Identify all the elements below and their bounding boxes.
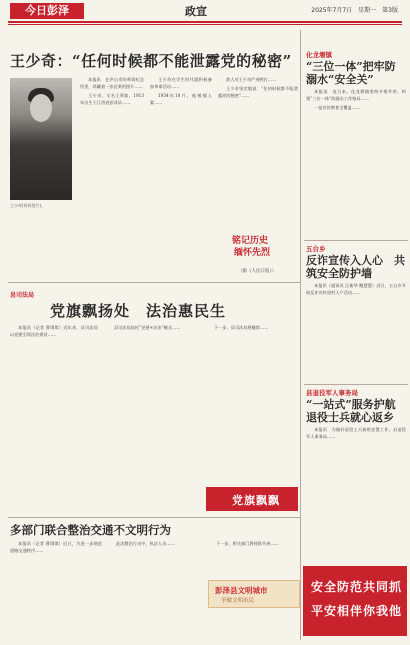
lead-paragraph: 本报讯 在庐山市的革命纪念馆里，珍藏着一张泛黄的照片…… <box>80 77 144 89</box>
safety-ad-line-2: 平安相伴你我他 <box>311 604 403 618</box>
story3-column-3 <box>208 540 298 576</box>
story2-kicker: 县司法局 <box>10 292 35 299</box>
dateline: 2025年7月7日 星期一 第3版 <box>311 7 398 14</box>
right-story-2-text <box>306 282 406 376</box>
photo-caption: 王少奇(资料图片)。 <box>10 203 46 208</box>
right-story-1-text <box>306 88 406 236</box>
right-headline-3: “一站式”服务护航退役士兵就心返乡 <box>306 398 396 424</box>
story2-column-1 <box>10 324 98 514</box>
story2-paragraph: 下一步，县司法局将继续…… <box>214 325 269 330</box>
lead-column-1 <box>80 76 144 276</box>
masthead-rule <box>8 21 402 23</box>
party-flag-banner <box>206 487 298 511</box>
promo-subtitle: 缅怀先烈 <box>234 248 271 258</box>
portrait-photo <box>10 78 72 200</box>
right-paragraph: 一是宣传教育全覆盖…… <box>314 105 361 110</box>
lead-headline: 王少奇：“任何时候都不能泄露党的秘密” <box>10 52 292 70</box>
right-separator <box>304 240 408 241</box>
lead-paragraph: 敌人对王少奇严刑拷打…… <box>226 77 277 82</box>
lead-paragraph: 王少奇在学生时代就积极参加革命活动…… <box>150 77 212 89</box>
right-paragraph: 本报讯 为做好退役士兵接收安置工作，县退役军人事务局…… <box>306 427 406 439</box>
lead-column-2 <box>150 76 212 276</box>
story3-headline: 多部门联合整治交通不文明行为 <box>10 523 171 537</box>
story3-column-2 <box>108 540 202 640</box>
source-credit: （据《人民日报》） <box>238 269 277 274</box>
story2-paragraph: 本报讯（记者 曹琪琪）近年来，县司法局以党建引领法治建设…… <box>10 325 98 337</box>
right-headline-2: 反诈宣传入人心 共筑安全防护墙 <box>306 254 405 280</box>
civilized-city-banner-title: 彭泽县文明城市 <box>215 586 268 595</box>
lead-paragraph: 1934年10月，他被捕入狱…… <box>150 93 212 105</box>
story-separator <box>8 517 300 518</box>
story2-paragraph: 县司法局依托“党建+法治”模式…… <box>114 325 181 330</box>
lead-paragraph: 王少奇坚定地说：“任何时候都不能泄露党的秘密”…… <box>218 86 298 98</box>
story2-headline: 党旗飘扬处 法治惠民生 <box>50 302 227 320</box>
story2-column-3 <box>206 324 298 482</box>
right-kicker-3: 县退役军人事务局 <box>306 389 358 397</box>
safety-ad-line-1: 安全防范共同抓 <box>311 580 403 594</box>
right-headline-1: “三位一体”把牢防溺水“安全关” <box>306 60 396 86</box>
newspaper-logo: 今日彭泽 <box>10 3 84 19</box>
right-story-3-text <box>306 426 406 560</box>
civilized-city-banner-sub: 争做文明市民 <box>221 598 255 604</box>
remember-history-promo <box>216 223 300 261</box>
lead-paragraph: 王少奇，又名王慕如，1913年出生于江西省彭泽县…… <box>80 93 144 105</box>
lead-column-3 <box>218 76 298 218</box>
masthead-rule-thin <box>8 24 402 25</box>
story3-column-1 <box>10 540 102 640</box>
column-divider <box>300 30 301 640</box>
masthead <box>0 0 410 22</box>
promo-title: 铭记历史 <box>232 236 269 246</box>
section-title: 政宣 <box>185 5 207 18</box>
safety-ad-banner <box>303 566 407 636</box>
right-paragraph: 本报讯（通讯员 汪新华 鲍慧慧）近日，五台乡开展反诈宣传进村入户活动…… <box>306 283 406 295</box>
story3-paragraph: 此次整治行动中，执法人员…… <box>116 541 175 546</box>
right-kicker-1: 化龙堰镇 <box>306 51 332 59</box>
story-separator <box>8 282 300 283</box>
right-paragraph: 本报讯 连日来，化龙堰镇坚持多措并举，构建“三位一体”防溺水工作格局…… <box>306 89 406 101</box>
right-separator <box>304 384 408 385</box>
story3-paragraph: 本报讯（记者 曹琪琪）近日，为进一步规范道路交通秩序…… <box>10 541 102 553</box>
right-kicker-2: 五台乡 <box>306 245 326 253</box>
party-flag-banner-text: 党旗飘飘 <box>232 494 280 507</box>
story3-paragraph: 下一步，相关部门将持续开展…… <box>216 541 279 546</box>
story2-column-2 <box>106 324 198 514</box>
civilized-city-banner <box>208 580 300 608</box>
portrait-face <box>30 94 52 122</box>
